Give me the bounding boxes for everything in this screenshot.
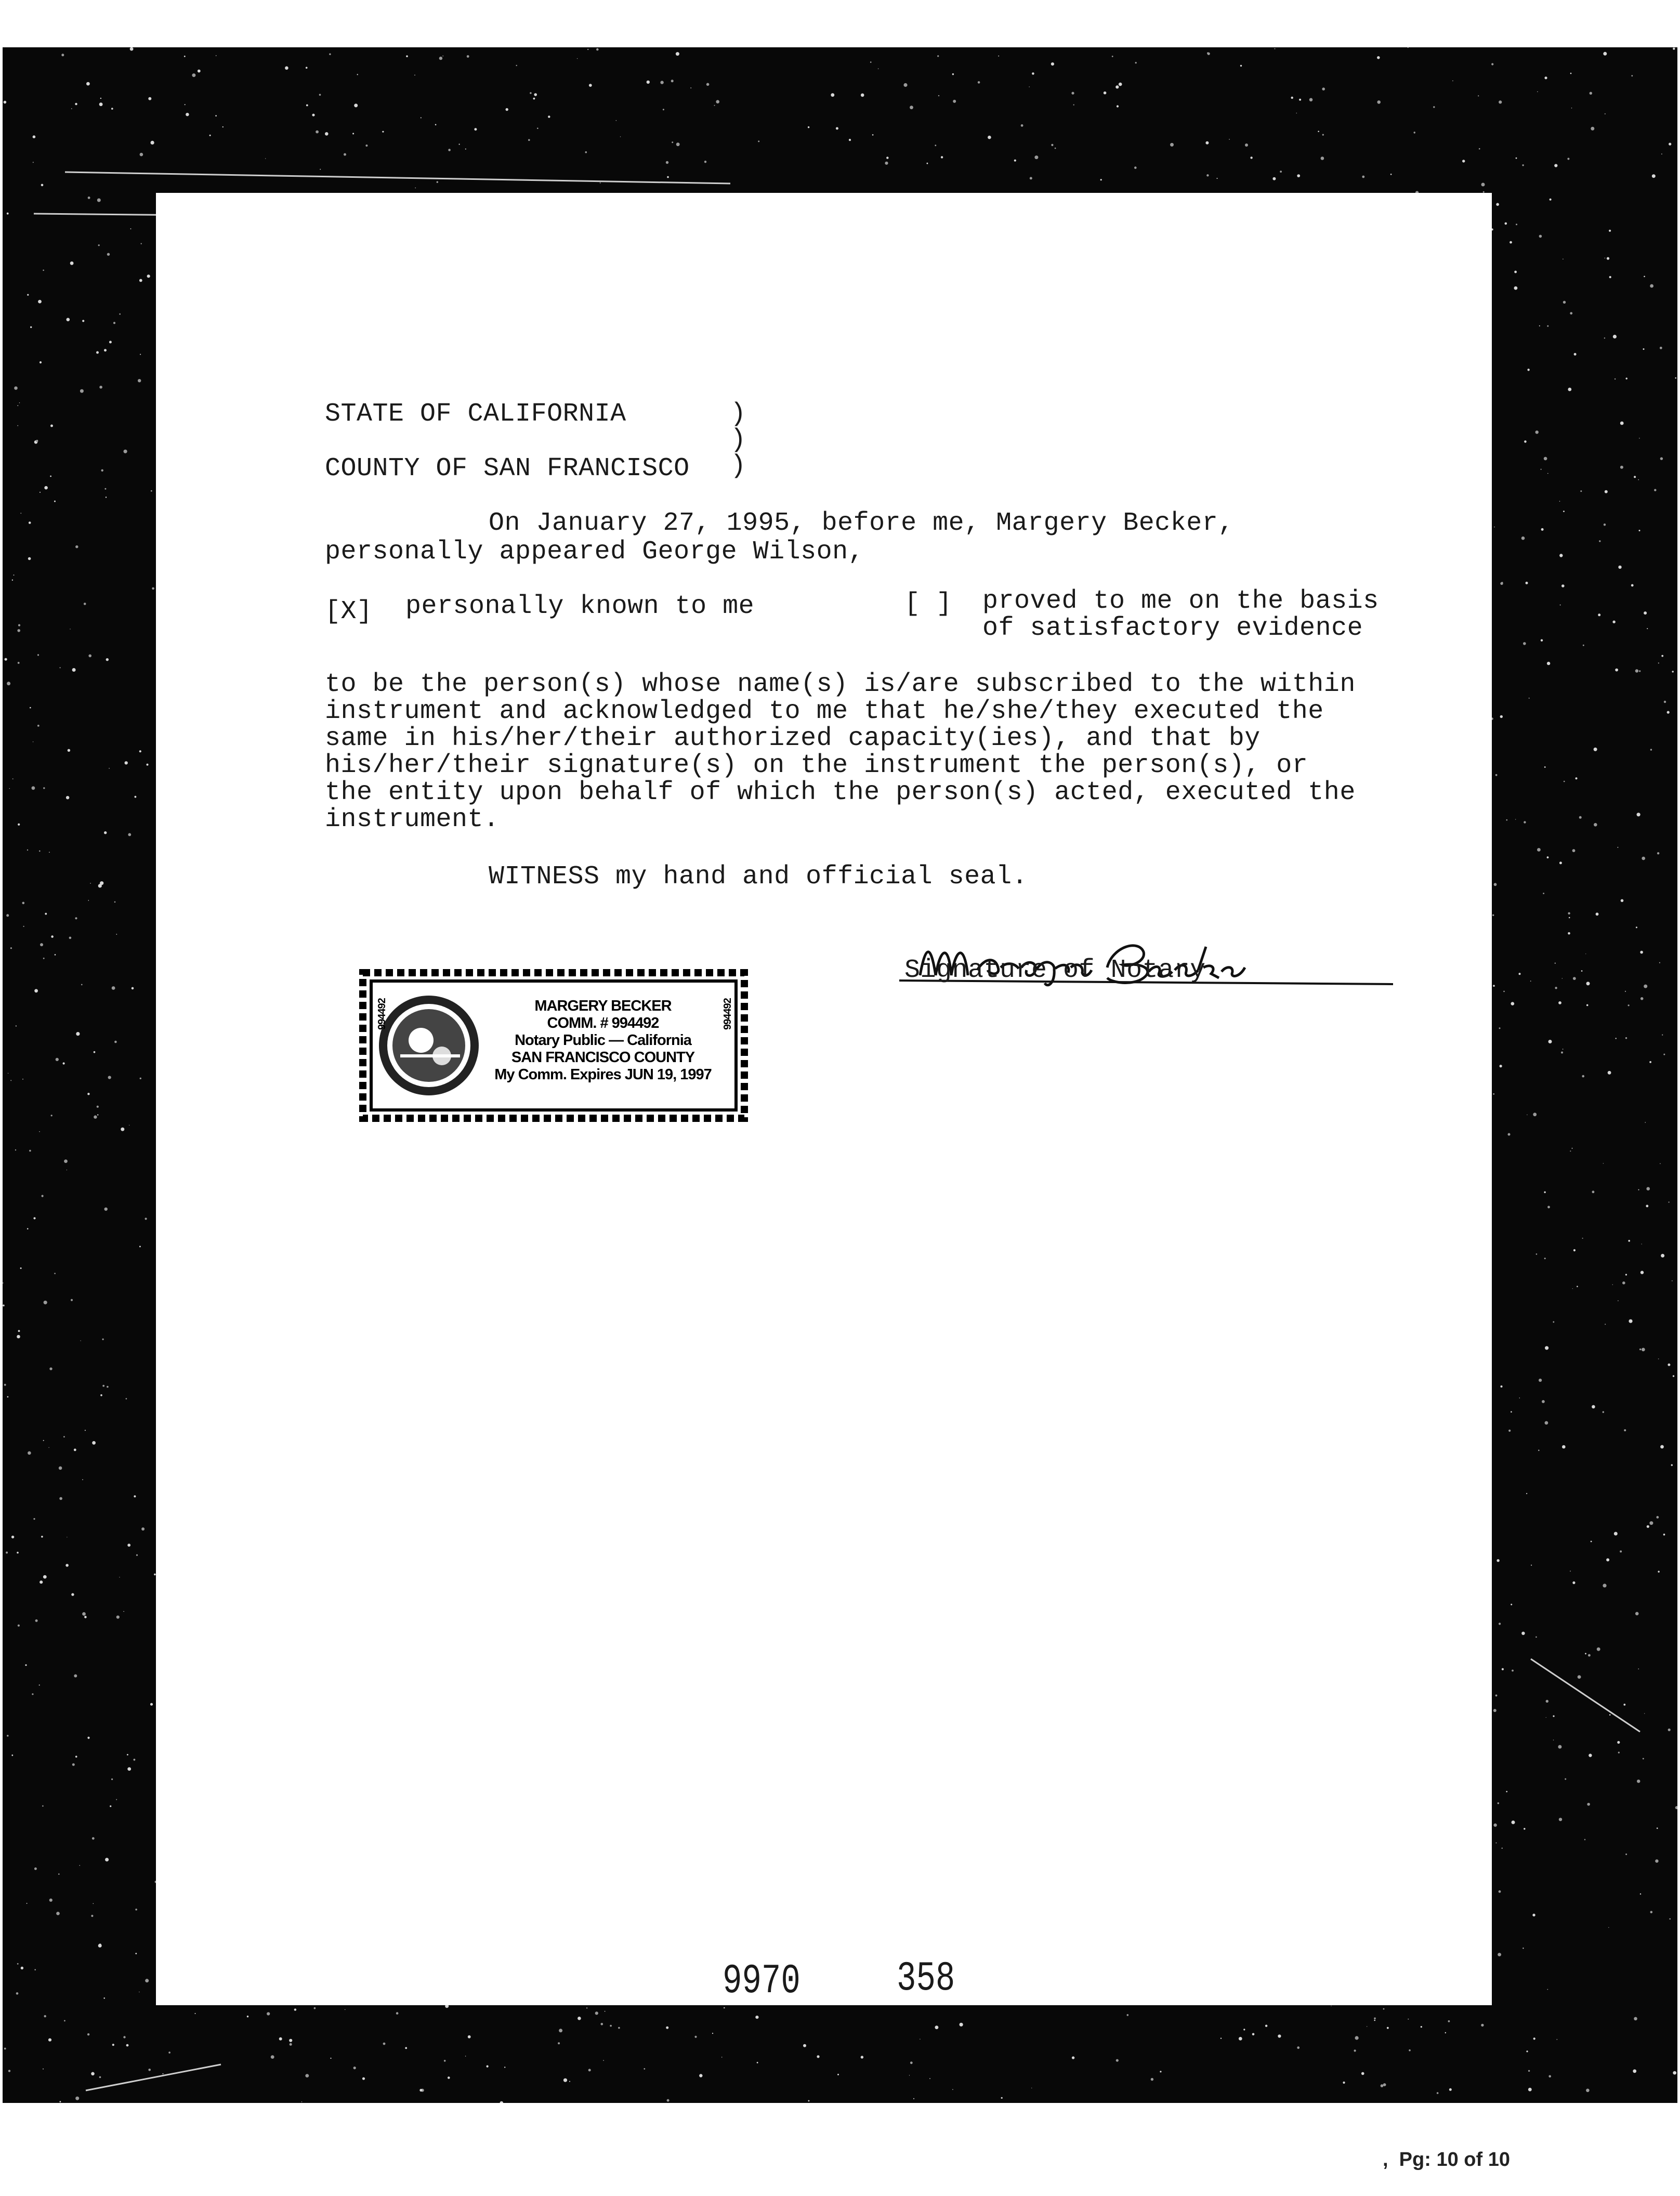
document-number-right: 358 xyxy=(897,1955,955,2003)
known-option-label: personally known to me xyxy=(405,592,755,621)
body-line: instrument. xyxy=(325,805,500,834)
notary-seal-stamp xyxy=(359,968,749,1123)
witness-line: WITNESS my hand and official seal. xyxy=(489,862,1028,892)
intro-line: personally appeared George Wilson, xyxy=(325,537,864,567)
proved-option-label: of satisfactory evidence xyxy=(982,613,1363,643)
bracket-paren: ) xyxy=(730,399,746,429)
seal-county: SAN FRANCISCO COUNTY xyxy=(511,1049,695,1066)
document-number-left: 9970 xyxy=(723,1958,800,2005)
body-line: to be the person(s) whose name(s) is/are subscribed to the within xyxy=(325,670,1356,699)
body-line: instrument and acknowledged to me that he/she/they executed the xyxy=(325,697,1324,726)
scan-dark-border xyxy=(3,47,1677,2103)
state-heading: STATE OF CALIFORNIA xyxy=(325,399,626,429)
footer-page-indicator: , Pg: 10 of 10 xyxy=(1383,2149,1510,2171)
seal-commission: COMM. # 994492 xyxy=(547,1015,659,1031)
body-line: his/her/their signature(s) on the instrument the person(s), or xyxy=(325,751,1308,780)
seal-side-mark-right xyxy=(723,1019,733,1030)
county-heading: COUNTY OF SAN FRANCISCO xyxy=(325,454,690,483)
signature-caption: Signature of Notary xyxy=(904,956,1206,985)
proved-option-label: proved to me on the basis xyxy=(982,586,1379,616)
bracket-paren: ) xyxy=(730,451,746,481)
seal-expiry: My Comm. Expires JUN 19, 1997 xyxy=(494,1066,712,1083)
seal-notary-name: MARGERY BECKER xyxy=(534,998,672,1014)
body-line: the entity upon behalf of which the person(s) acted, executed the xyxy=(325,778,1356,807)
body-line: same in his/her/their authorized capacity(ies), and that by xyxy=(325,724,1261,753)
seal-side-mark-left xyxy=(377,1019,387,1030)
known-checkbox-marked: [X] xyxy=(325,597,373,626)
intro-line: On January 27, 1995, before me, Margery Becker, xyxy=(489,508,1234,538)
notary-acknowledgment-page xyxy=(156,193,1492,2005)
seal-title: Notary Public — California xyxy=(515,1032,691,1049)
proved-checkbox-empty: [ ] xyxy=(904,589,952,619)
bracket-paren: ) xyxy=(730,425,746,455)
